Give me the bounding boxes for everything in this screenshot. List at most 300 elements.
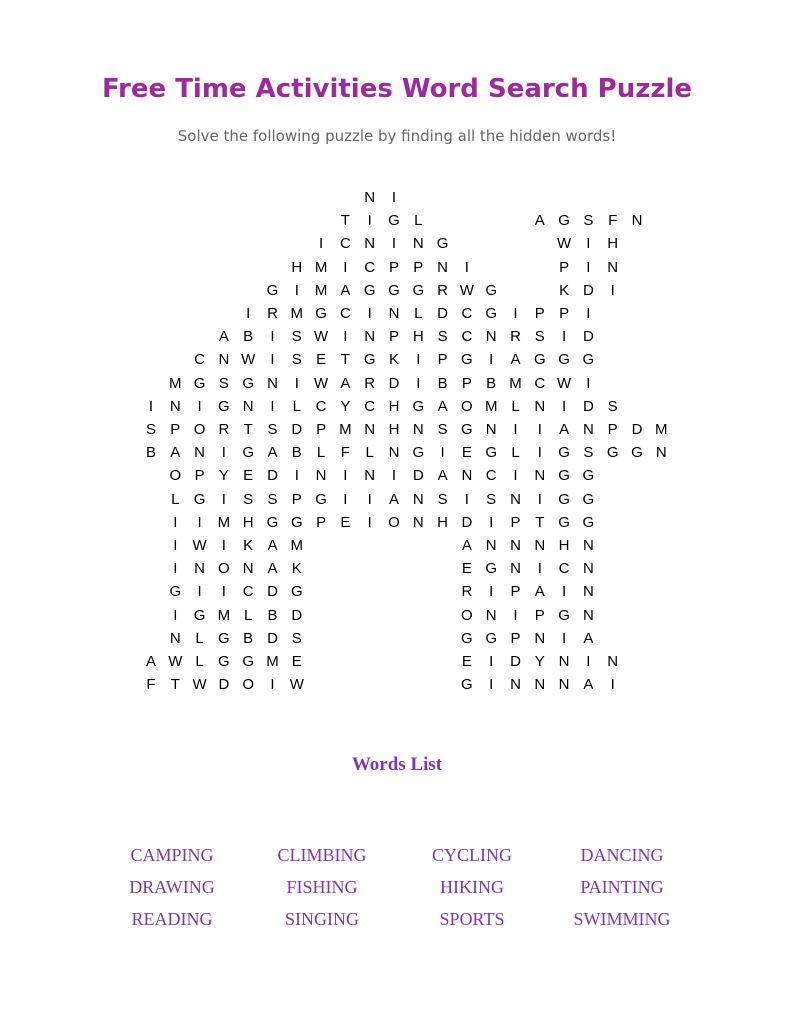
- grid-letter[interactable]: I: [343, 258, 348, 276]
- grid-letter[interactable]: G: [315, 305, 327, 322]
- grid-letter[interactable]: G: [485, 560, 498, 578]
- grid-letter[interactable]: N: [388, 444, 400, 462]
- grid-letter[interactable]: N: [485, 537, 497, 554]
- grid-letter[interactable]: I: [489, 583, 494, 601]
- grid-letter[interactable]: S: [291, 351, 302, 369]
- grid-letter[interactable]: I: [246, 305, 251, 322]
- grid-letter[interactable]: S: [437, 490, 448, 508]
- grid-letter[interactable]: N: [388, 305, 400, 322]
- grid-letter[interactable]: C: [461, 305, 473, 322]
- grid-letter[interactable]: I: [464, 490, 469, 508]
- grid-letter[interactable]: A: [145, 653, 156, 670]
- grid-letter[interactable]: S: [437, 328, 448, 346]
- grid-letter[interactable]: T: [535, 513, 545, 531]
- grid-letter[interactable]: I: [391, 235, 397, 253]
- grid-letter[interactable]: N: [534, 676, 546, 694]
- grid-letter[interactable]: G: [558, 513, 570, 531]
- grid-letter[interactable]: S: [145, 421, 156, 438]
- grid-letter[interactable]: I: [440, 444, 445, 462]
- grid-letter[interactable]: E: [461, 560, 472, 578]
- grid-letter[interactable]: O: [169, 467, 182, 485]
- grid-letter[interactable]: C: [339, 305, 351, 322]
- grid-letter[interactable]: G: [461, 676, 473, 694]
- grid-letter[interactable]: D: [582, 281, 594, 299]
- grid-letter[interactable]: N: [558, 653, 570, 670]
- grid-letter[interactable]: N: [364, 467, 376, 485]
- grid-letter[interactable]: H: [388, 397, 400, 415]
- grid-letter[interactable]: G: [558, 467, 570, 485]
- grid-letter[interactable]: G: [461, 421, 473, 438]
- grid-letter[interactable]: H: [242, 513, 254, 531]
- grid-letter[interactable]: R: [364, 374, 376, 392]
- grid-letter[interactable]: I: [148, 397, 154, 415]
- grid-letter[interactable]: C: [315, 397, 327, 415]
- grid-letter[interactable]: A: [388, 490, 399, 508]
- grid-letter[interactable]: L: [195, 653, 204, 670]
- grid-letter[interactable]: D: [291, 421, 303, 438]
- grid-letter[interactable]: G: [582, 490, 595, 508]
- grid-letter[interactable]: M: [655, 421, 668, 438]
- grid-letter[interactable]: S: [486, 490, 497, 508]
- grid-letter[interactable]: G: [412, 281, 425, 299]
- grid-letter[interactable]: L: [244, 606, 253, 624]
- grid-letter[interactable]: F: [340, 444, 350, 462]
- grid-letter[interactable]: A: [267, 560, 278, 578]
- grid-letter[interactable]: P: [559, 258, 570, 276]
- grid-letter[interactable]: E: [291, 653, 302, 670]
- grid-letter[interactable]: N: [485, 606, 497, 624]
- grid-letter[interactable]: G: [436, 235, 449, 253]
- grid-letter[interactable]: S: [607, 397, 618, 415]
- grid-letter[interactable]: I: [610, 676, 615, 694]
- grid-letter[interactable]: I: [294, 467, 299, 485]
- grid-letter[interactable]: H: [291, 258, 303, 276]
- grid-letter[interactable]: N: [412, 235, 424, 253]
- grid-letter[interactable]: D: [291, 606, 303, 624]
- grid-letter[interactable]: E: [461, 653, 472, 670]
- grid-letter[interactable]: G: [558, 444, 570, 462]
- grid-letter[interactable]: K: [388, 351, 399, 369]
- grid-letter[interactable]: F: [146, 676, 156, 694]
- grid-letter[interactable]: G: [461, 629, 473, 647]
- grid-letter[interactable]: I: [513, 421, 518, 438]
- grid-letter[interactable]: B: [243, 328, 254, 346]
- grid-letter[interactable]: D: [461, 513, 473, 531]
- grid-letter[interactable]: W: [289, 676, 304, 694]
- grid-letter[interactable]: W: [168, 653, 183, 670]
- grid-letter[interactable]: I: [562, 328, 567, 346]
- grid-letter[interactable]: C: [461, 328, 473, 346]
- grid-letter[interactable]: I: [367, 305, 372, 322]
- grid-letter[interactable]: P: [534, 606, 545, 624]
- grid-letter[interactable]: N: [607, 258, 619, 276]
- grid-letter[interactable]: I: [416, 351, 421, 369]
- grid-letter[interactable]: G: [533, 351, 546, 369]
- grid-letter[interactable]: A: [534, 583, 545, 601]
- grid-letter[interactable]: N: [218, 351, 230, 369]
- grid-letter[interactable]: B: [243, 629, 254, 647]
- grid-letter[interactable]: N: [412, 490, 424, 508]
- grid-letter[interactable]: C: [364, 258, 376, 276]
- grid-letter[interactable]: N: [510, 537, 521, 554]
- grid-letter[interactable]: I: [173, 513, 178, 531]
- grid-letter[interactable]: S: [583, 212, 594, 230]
- grid-letter[interactable]: P: [316, 421, 327, 438]
- grid-letter[interactable]: G: [461, 351, 473, 369]
- grid-letter[interactable]: I: [270, 676, 275, 694]
- grid-letter[interactable]: M: [290, 537, 304, 554]
- grid-letter[interactable]: I: [343, 490, 348, 508]
- grid-letter[interactable]: M: [266, 653, 279, 670]
- grid-letter[interactable]: I: [586, 235, 591, 253]
- grid-letter[interactable]: W: [557, 235, 572, 253]
- grid-letter[interactable]: M: [484, 397, 498, 415]
- grid-letter[interactable]: T: [170, 676, 180, 694]
- grid-letter[interactable]: G: [412, 444, 425, 462]
- grid-letter[interactable]: H: [412, 328, 424, 346]
- grid-letter[interactable]: D: [631, 421, 643, 438]
- grid-letter[interactable]: N: [194, 444, 206, 462]
- grid-letter[interactable]: N: [194, 560, 206, 578]
- grid-letter[interactable]: D: [388, 374, 400, 392]
- grid-letter[interactable]: A: [461, 537, 472, 554]
- grid-letter[interactable]: C: [194, 351, 206, 369]
- grid-letter[interactable]: L: [414, 305, 423, 322]
- grid-letter[interactable]: M: [509, 374, 522, 392]
- grid-letter[interactable]: T: [340, 351, 350, 369]
- grid-letter[interactable]: C: [242, 583, 254, 601]
- grid-letter[interactable]: D: [437, 305, 449, 322]
- grid-letter[interactable]: S: [291, 629, 302, 647]
- grid-letter[interactable]: N: [364, 235, 376, 253]
- grid-letter[interactable]: K: [243, 537, 254, 554]
- grid-letter[interactable]: G: [363, 351, 376, 369]
- grid-letter[interactable]: A: [267, 444, 278, 462]
- grid-letter[interactable]: N: [364, 421, 376, 438]
- grid-letter[interactable]: M: [217, 513, 231, 531]
- grid-letter[interactable]: K: [559, 281, 570, 299]
- grid-letter[interactable]: R: [218, 421, 230, 438]
- grid-letter[interactable]: I: [586, 258, 591, 276]
- grid-letter[interactable]: P: [510, 513, 521, 531]
- grid-letter[interactable]: S: [437, 421, 448, 438]
- grid-letter[interactable]: A: [510, 351, 521, 369]
- grid-letter[interactable]: I: [391, 189, 397, 206]
- grid-letter[interactable]: N: [631, 212, 643, 230]
- grid-letter[interactable]: N: [582, 606, 594, 624]
- grid-letter[interactable]: T: [340, 212, 350, 230]
- grid-letter[interactable]: G: [242, 374, 255, 392]
- grid-letter[interactable]: I: [562, 583, 567, 601]
- grid-letter[interactable]: C: [534, 374, 546, 392]
- grid-letter[interactable]: N: [267, 374, 278, 392]
- grid-letter[interactable]: N: [582, 583, 594, 601]
- grid-letter[interactable]: I: [464, 258, 469, 276]
- grid-letter[interactable]: I: [367, 513, 372, 531]
- grid-letter[interactable]: A: [218, 328, 229, 346]
- grid-letter[interactable]: P: [388, 258, 399, 276]
- grid-letter[interactable]: I: [197, 583, 202, 601]
- grid-letter[interactable]: G: [485, 629, 498, 647]
- grid-letter[interactable]: L: [195, 629, 204, 647]
- grid-letter[interactable]: S: [534, 328, 545, 346]
- grid-letter[interactable]: L: [511, 397, 520, 415]
- grid-letter[interactable]: G: [485, 444, 498, 462]
- grid-letter[interactable]: N: [510, 676, 521, 694]
- grid-letter[interactable]: M: [290, 305, 304, 322]
- grid-letter[interactable]: G: [193, 490, 206, 508]
- grid-letter[interactable]: I: [173, 560, 178, 578]
- grid-letter[interactable]: I: [586, 653, 591, 670]
- grid-letter[interactable]: C: [339, 235, 351, 253]
- grid-letter[interactable]: P: [510, 583, 521, 601]
- grid-letter[interactable]: A: [170, 444, 181, 462]
- grid-letter[interactable]: D: [267, 629, 278, 647]
- grid-letter[interactable]: M: [217, 606, 231, 624]
- grid-letter[interactable]: I: [416, 374, 421, 392]
- grid-letter[interactable]: N: [169, 629, 181, 647]
- grid-letter[interactable]: I: [270, 397, 275, 415]
- grid-letter[interactable]: G: [558, 490, 570, 508]
- grid-letter[interactable]: O: [242, 676, 255, 694]
- grid-letter[interactable]: K: [291, 560, 302, 578]
- grid-letter[interactable]: I: [367, 212, 372, 230]
- grid-letter[interactable]: W: [241, 351, 256, 369]
- grid-letter[interactable]: I: [586, 374, 591, 392]
- grid-letter[interactable]: G: [582, 351, 595, 369]
- grid-letter[interactable]: I: [610, 281, 615, 299]
- grid-letter[interactable]: L: [316, 444, 326, 462]
- grid-letter[interactable]: N: [169, 397, 181, 415]
- grid-letter[interactable]: A: [583, 629, 594, 647]
- grid-letter[interactable]: N: [558, 676, 570, 694]
- grid-letter[interactable]: A: [267, 537, 278, 554]
- grid-letter[interactable]: D: [582, 397, 594, 415]
- grid-letter[interactable]: P: [316, 513, 327, 531]
- grid-letter[interactable]: P: [194, 467, 205, 485]
- grid-letter[interactable]: G: [558, 606, 570, 624]
- grid-letter[interactable]: G: [315, 490, 327, 508]
- grid-letter[interactable]: G: [218, 653, 230, 670]
- grid-letter[interactable]: G: [242, 444, 255, 462]
- grid-letter[interactable]: B: [267, 606, 278, 624]
- grid-letter[interactable]: M: [339, 421, 352, 438]
- grid-letter[interactable]: P: [607, 421, 618, 438]
- grid-letter[interactable]: P: [461, 374, 472, 392]
- grid-letter[interactable]: I: [197, 513, 202, 531]
- grid-letter[interactable]: H: [558, 537, 570, 554]
- grid-letter[interactable]: E: [461, 444, 472, 462]
- grid-letter[interactable]: I: [294, 281, 299, 299]
- grid-letter[interactable]: O: [218, 560, 230, 578]
- grid-letter[interactable]: S: [291, 328, 302, 346]
- grid-letter[interactable]: W: [192, 537, 207, 554]
- grid-letter[interactable]: N: [412, 513, 424, 531]
- grid-letter[interactable]: G: [290, 583, 303, 601]
- grid-letter[interactable]: G: [242, 653, 255, 670]
- grid-letter[interactable]: I: [343, 467, 348, 485]
- grid-letter[interactable]: B: [145, 444, 156, 462]
- grid-letter[interactable]: P: [559, 305, 570, 322]
- grid-letter[interactable]: E: [316, 351, 327, 369]
- grid-letter[interactable]: S: [583, 444, 594, 462]
- grid-letter[interactable]: P: [437, 351, 448, 369]
- grid-letter[interactable]: N: [485, 328, 497, 346]
- grid-letter[interactable]: A: [437, 467, 448, 485]
- grid-letter[interactable]: P: [510, 629, 521, 647]
- grid-letter[interactable]: G: [363, 281, 376, 299]
- grid-letter[interactable]: B: [291, 444, 302, 462]
- grid-letter[interactable]: G: [412, 397, 425, 415]
- grid-letter[interactable]: C: [364, 397, 376, 415]
- grid-letter[interactable]: D: [218, 676, 230, 694]
- grid-letter[interactable]: O: [193, 421, 206, 438]
- grid-letter[interactable]: I: [319, 235, 324, 253]
- grid-letter[interactable]: L: [171, 490, 180, 508]
- grid-letter[interactable]: A: [340, 374, 351, 392]
- grid-letter[interactable]: P: [291, 490, 302, 508]
- grid-letter[interactable]: M: [314, 258, 328, 276]
- grid-letter[interactable]: Y: [218, 467, 229, 485]
- grid-letter[interactable]: O: [388, 513, 400, 531]
- grid-letter[interactable]: L: [414, 212, 423, 230]
- grid-letter[interactable]: A: [340, 281, 351, 299]
- grid-letter[interactable]: G: [266, 281, 279, 299]
- grid-letter[interactable]: N: [485, 421, 497, 438]
- grid-letter[interactable]: N: [364, 328, 376, 346]
- grid-letter[interactable]: G: [193, 374, 206, 392]
- grid-letter[interactable]: N: [582, 537, 594, 554]
- grid-letter[interactable]: N: [534, 537, 546, 554]
- grid-letter[interactable]: I: [562, 397, 567, 415]
- grid-letter[interactable]: Y: [340, 397, 351, 415]
- grid-letter[interactable]: G: [266, 513, 279, 531]
- grid-letter[interactable]: I: [489, 676, 494, 694]
- grid-letter[interactable]: I: [367, 490, 372, 508]
- grid-letter[interactable]: W: [192, 676, 207, 694]
- grid-letter[interactable]: W: [314, 328, 329, 346]
- grid-letter[interactable]: P: [413, 258, 424, 276]
- grid-letter[interactable]: N: [412, 421, 424, 438]
- grid-letter[interactable]: G: [558, 351, 570, 369]
- grid-letter[interactable]: N: [242, 397, 254, 415]
- grid-letter[interactable]: G: [218, 397, 230, 415]
- grid-letter[interactable]: I: [489, 513, 494, 531]
- grid-letter[interactable]: R: [461, 583, 473, 601]
- grid-letter[interactable]: I: [343, 328, 348, 346]
- grid-letter[interactable]: Y: [534, 653, 545, 670]
- grid-letter[interactable]: C: [485, 467, 497, 485]
- grid-letter[interactable]: I: [294, 374, 299, 392]
- grid-letter[interactable]: T: [243, 421, 253, 438]
- grid-letter[interactable]: N: [534, 467, 546, 485]
- grid-letter[interactable]: N: [607, 653, 619, 670]
- grid-letter[interactable]: N: [437, 258, 449, 276]
- grid-letter[interactable]: I: [221, 583, 226, 601]
- grid-letter[interactable]: N: [242, 560, 254, 578]
- grid-letter[interactable]: I: [221, 537, 226, 554]
- grid-letter[interactable]: I: [489, 653, 494, 670]
- grid-letter[interactable]: N: [534, 629, 546, 647]
- grid-letter[interactable]: W: [314, 374, 329, 392]
- grid-letter[interactable]: G: [485, 281, 498, 299]
- grid-letter[interactable]: G: [582, 467, 595, 485]
- grid-letter[interactable]: G: [388, 212, 400, 230]
- grid-letter[interactable]: I: [513, 606, 518, 624]
- grid-letter[interactable]: G: [169, 583, 182, 601]
- grid-letter[interactable]: A: [583, 676, 594, 694]
- grid-letter[interactable]: M: [314, 281, 328, 299]
- grid-letter[interactable]: N: [461, 467, 473, 485]
- grid-letter[interactable]: N: [510, 490, 521, 508]
- grid-letter[interactable]: I: [562, 629, 567, 647]
- grid-letter[interactable]: I: [197, 397, 202, 415]
- grid-letter[interactable]: D: [412, 467, 424, 485]
- grid-letter[interactable]: C: [558, 560, 570, 578]
- grid-letter[interactable]: R: [510, 328, 521, 346]
- grid-letter[interactable]: I: [173, 606, 178, 624]
- grid-letter[interactable]: D: [582, 328, 594, 346]
- grid-letter[interactable]: B: [437, 374, 448, 392]
- grid-letter[interactable]: G: [485, 305, 498, 322]
- grid-letter[interactable]: D: [267, 583, 278, 601]
- grid-letter[interactable]: P: [170, 421, 181, 438]
- grid-letter[interactable]: G: [290, 513, 303, 531]
- grid-letter[interactable]: G: [631, 444, 643, 462]
- grid-letter[interactable]: I: [270, 351, 275, 369]
- grid-letter[interactable]: I: [391, 467, 397, 485]
- grid-letter[interactable]: G: [388, 281, 400, 299]
- grid-letter[interactable]: M: [169, 374, 182, 392]
- grid-letter[interactable]: I: [586, 305, 591, 322]
- grid-letter[interactable]: P: [534, 305, 545, 322]
- grid-letter[interactable]: N: [582, 421, 594, 438]
- grid-letter[interactable]: I: [537, 560, 542, 578]
- grid-letter[interactable]: I: [221, 490, 226, 508]
- grid-letter[interactable]: O: [461, 397, 473, 415]
- grid-letter[interactable]: L: [292, 397, 301, 415]
- grid-letter[interactable]: L: [365, 444, 374, 462]
- grid-letter[interactable]: E: [340, 513, 351, 531]
- grid-letter[interactable]: S: [243, 490, 254, 508]
- grid-letter[interactable]: I: [537, 421, 542, 438]
- grid-letter[interactable]: B: [486, 374, 497, 392]
- grid-letter[interactable]: W: [459, 281, 474, 299]
- grid-letter[interactable]: G: [218, 629, 230, 647]
- grid-letter[interactable]: I: [221, 444, 226, 462]
- grid-letter[interactable]: A: [437, 397, 448, 415]
- grid-letter[interactable]: W: [557, 374, 572, 392]
- grid-letter[interactable]: S: [218, 374, 229, 392]
- grid-letter[interactable]: I: [537, 490, 542, 508]
- grid-letter[interactable]: N: [510, 560, 521, 578]
- grid-letter[interactable]: I: [489, 351, 494, 369]
- grid-letter[interactable]: A: [559, 421, 570, 438]
- grid-letter[interactable]: N: [534, 397, 546, 415]
- grid-letter[interactable]: I: [513, 467, 518, 485]
- grid-letter[interactable]: G: [193, 606, 206, 624]
- grid-letter[interactable]: L: [511, 444, 520, 462]
- grid-letter[interactable]: A: [534, 212, 545, 230]
- grid-letter[interactable]: D: [510, 653, 521, 670]
- grid-letter[interactable]: I: [537, 444, 542, 462]
- grid-letter[interactable]: P: [388, 328, 399, 346]
- grid-letter[interactable]: H: [607, 235, 619, 253]
- grid-letter[interactable]: G: [558, 212, 570, 230]
- grid-letter[interactable]: I: [513, 305, 518, 322]
- grid-letter[interactable]: I: [173, 537, 178, 554]
- grid-letter[interactable]: N: [582, 560, 594, 578]
